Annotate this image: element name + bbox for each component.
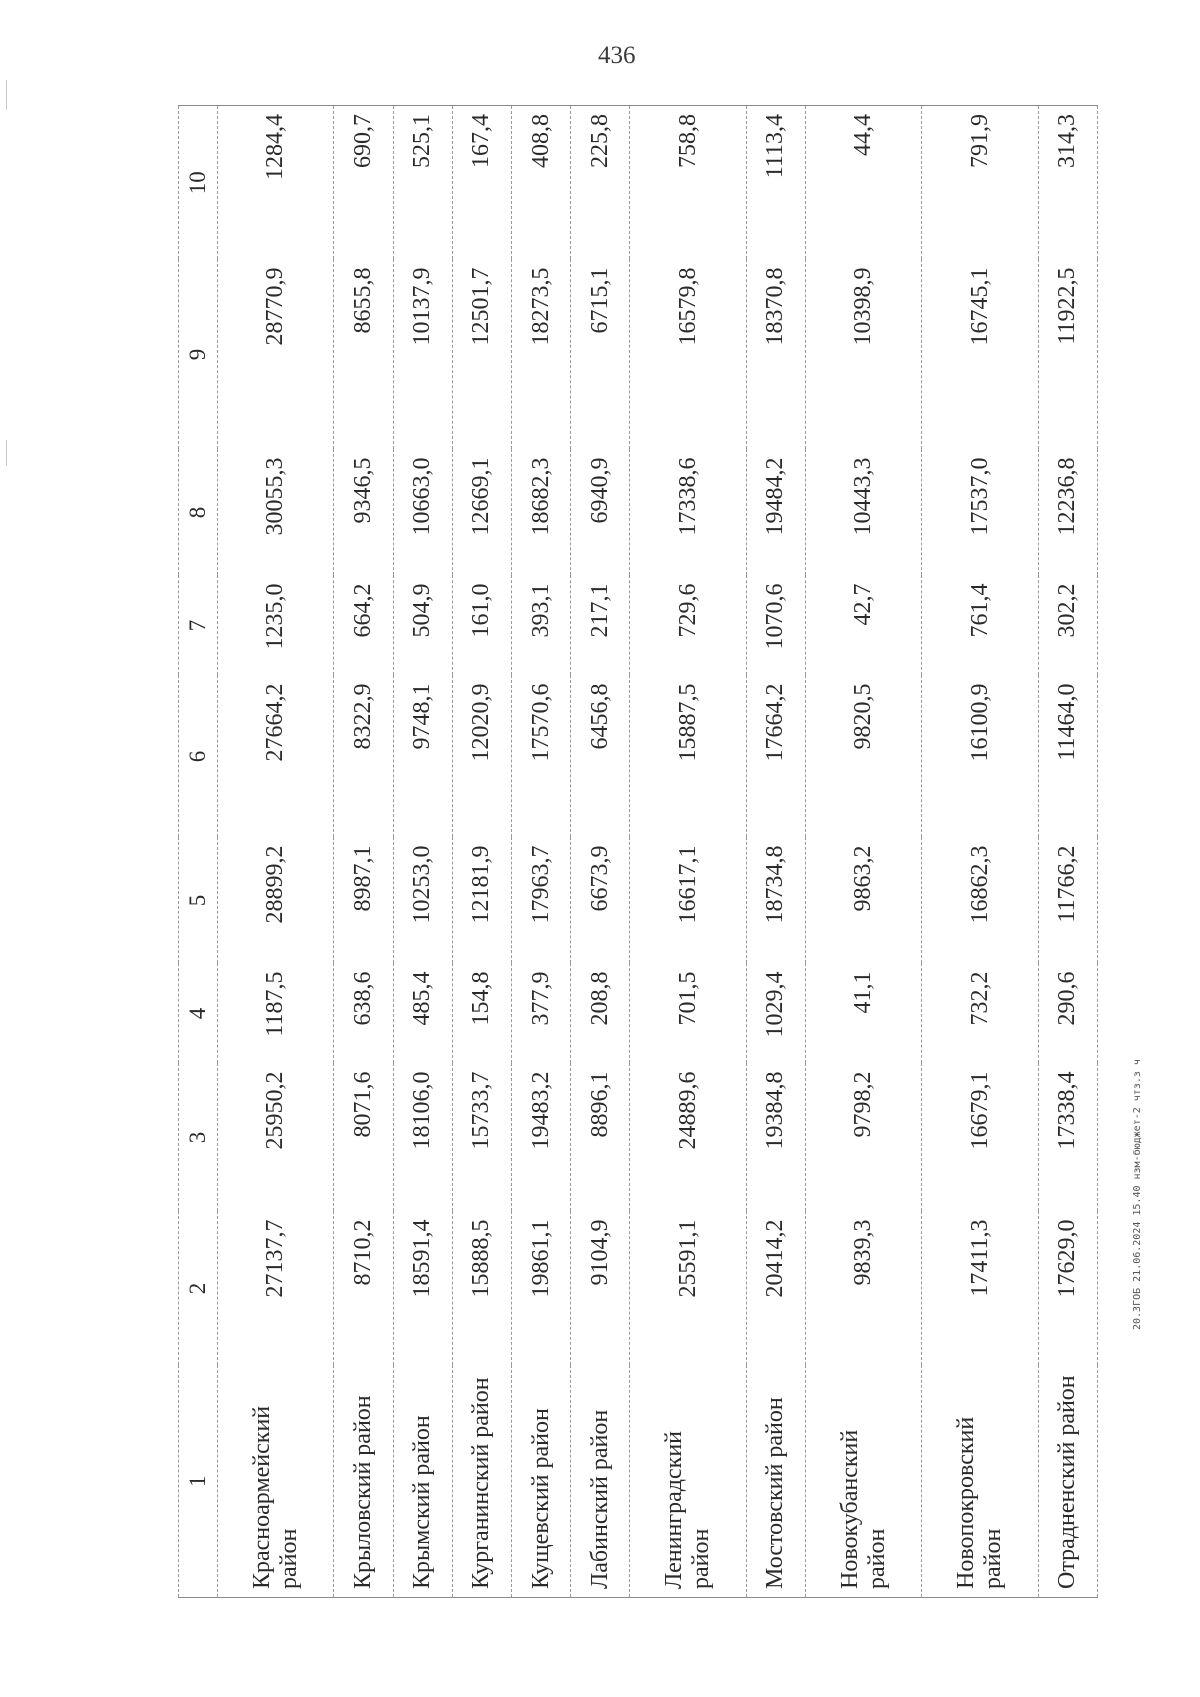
value-cell: 18106,0 — [393, 1064, 452, 1212]
value-cell: 17629,0 — [1038, 1212, 1097, 1366]
column-header: 8 — [179, 450, 218, 576]
value-cell: 25591,1 — [630, 1212, 746, 1366]
value-cell: 761,4 — [922, 576, 1038, 676]
column-header: 7 — [179, 576, 218, 676]
value-cell: 6940,9 — [571, 450, 630, 576]
value-cell: 314,3 — [1038, 106, 1097, 260]
value-cell: 10253,0 — [393, 838, 452, 964]
value-cell: 28770,9 — [218, 260, 334, 450]
value-cell: 485,4 — [393, 964, 452, 1064]
table-row — [512, 106, 571, 1598]
value-cell: 10443,3 — [806, 450, 922, 576]
value-cell: 217,1 — [571, 576, 630, 676]
value-cell: 9863,2 — [806, 838, 922, 964]
district-name-cell: Лабинский район — [571, 1366, 630, 1598]
district-name-cell: Ленинградский район — [630, 1366, 746, 1598]
table-row — [218, 106, 334, 1598]
value-cell: 408,8 — [512, 106, 571, 260]
value-cell: 17411,3 — [922, 1212, 1038, 1366]
column-header: 5 — [179, 838, 218, 964]
column-header: 6 — [179, 676, 218, 838]
value-cell: 30055,3 — [218, 450, 334, 576]
value-cell: 1113,4 — [746, 106, 805, 260]
value-cell: 18370,8 — [746, 260, 805, 450]
district-name-cell: Новокубанский район — [806, 1366, 922, 1598]
district-name-cell: Отрадненский район — [1038, 1366, 1097, 1598]
value-cell: 11464,0 — [1038, 676, 1097, 838]
value-cell: 525,1 — [393, 106, 452, 260]
footer-stamp: 20.3ГОБ 21.06.2024 15.40 нзм-бюджет-2 чтз.з ч — [1132, 1059, 1143, 1330]
district-name-cell: Красноармейский район — [218, 1366, 334, 1598]
table-row — [922, 106, 1038, 1598]
value-cell: 1284,4 — [218, 106, 334, 260]
value-cell: 16745,1 — [922, 260, 1038, 450]
value-cell: 18682,3 — [512, 450, 571, 576]
value-cell: 27664,2 — [218, 676, 334, 838]
value-cell: 16579,8 — [630, 260, 746, 450]
table-row — [452, 106, 511, 1598]
value-cell: 16679,1 — [922, 1064, 1038, 1212]
district-name-cell: Кущевский район — [512, 1366, 571, 1598]
scan-edge-mark — [6, 440, 7, 466]
value-cell: 8987,1 — [334, 838, 393, 964]
value-cell: 1029,4 — [746, 964, 805, 1064]
page-number: 436 — [598, 42, 636, 69]
value-cell: 393,1 — [512, 576, 571, 676]
value-cell: 16100,9 — [922, 676, 1038, 838]
value-cell: 19483,2 — [512, 1064, 571, 1212]
value-cell: 20414,2 — [746, 1212, 805, 1366]
table-row — [1038, 106, 1097, 1598]
value-cell: 17570,6 — [512, 676, 571, 838]
table-row — [334, 106, 393, 1598]
table-row — [571, 106, 630, 1598]
value-cell: 664,2 — [334, 576, 393, 676]
value-cell: 6456,8 — [571, 676, 630, 838]
value-cell: 17963,7 — [512, 838, 571, 964]
table-row — [806, 106, 922, 1598]
value-cell: 729,6 — [630, 576, 746, 676]
column-header: 4 — [179, 964, 218, 1064]
value-cell: 10137,9 — [393, 260, 452, 450]
value-cell: 732,2 — [922, 964, 1038, 1064]
value-cell: 16862,3 — [922, 838, 1038, 964]
value-cell: 290,6 — [1038, 964, 1097, 1064]
value-cell: 24889,6 — [630, 1064, 746, 1212]
value-cell: 18734,8 — [746, 838, 805, 964]
column-header: 10 — [179, 106, 218, 260]
district-name-cell: Крымский район — [393, 1366, 452, 1598]
value-cell: 17338,4 — [1038, 1064, 1097, 1212]
value-cell: 8655,8 — [334, 260, 393, 450]
value-cell: 11922,5 — [1038, 260, 1097, 450]
value-cell: 17537,0 — [922, 450, 1038, 576]
value-cell: 1235,0 — [218, 576, 334, 676]
value-cell: 9748,1 — [393, 676, 452, 838]
table-row — [393, 106, 452, 1598]
value-cell: 302,2 — [1038, 576, 1097, 676]
value-cell: 18591,4 — [393, 1212, 452, 1366]
column-header: 1 — [179, 1366, 218, 1598]
value-cell: 10663,0 — [393, 450, 452, 576]
value-cell: 19484,2 — [746, 450, 805, 576]
value-cell: 15733,7 — [452, 1064, 511, 1212]
value-cell: 701,5 — [630, 964, 746, 1064]
value-cell: 9839,3 — [806, 1212, 922, 1366]
value-cell: 10398,9 — [806, 260, 922, 450]
table-row — [630, 106, 746, 1598]
value-cell: 19861,1 — [512, 1212, 571, 1366]
value-cell: 504,9 — [393, 576, 452, 676]
value-cell: 19384,8 — [746, 1064, 805, 1212]
value-cell: 18273,5 — [512, 260, 571, 450]
value-cell: 15887,5 — [630, 676, 746, 838]
column-header: 3 — [179, 1064, 218, 1212]
value-cell: 25950,2 — [218, 1064, 334, 1212]
value-cell: 9104,9 — [571, 1212, 630, 1366]
value-cell: 41,1 — [806, 964, 922, 1064]
value-cell: 8896,1 — [571, 1064, 630, 1212]
value-cell: 17338,6 — [630, 450, 746, 576]
district-name-cell: Курганинский район — [452, 1366, 511, 1598]
value-cell: 12669,1 — [452, 450, 511, 576]
value-cell: 225,8 — [571, 106, 630, 260]
scan-edge-mark — [6, 80, 7, 110]
value-cell: 758,8 — [630, 106, 746, 260]
value-cell: 6715,1 — [571, 260, 630, 450]
table-header-row — [179, 106, 218, 1598]
value-cell: 791,9 — [922, 106, 1038, 260]
value-cell: 6673,9 — [571, 838, 630, 964]
value-cell: 28899,2 — [218, 838, 334, 964]
budget-table — [178, 105, 1098, 1598]
column-header: 2 — [179, 1212, 218, 1366]
value-cell: 12181,9 — [452, 838, 511, 964]
column-header: 9 — [179, 260, 218, 450]
value-cell: 377,9 — [512, 964, 571, 1064]
value-cell: 154,8 — [452, 964, 511, 1064]
value-cell: 12236,8 — [1038, 450, 1097, 576]
rotated-table-container — [178, 106, 1098, 1598]
value-cell: 8322,9 — [334, 676, 393, 838]
value-cell: 12501,7 — [452, 260, 511, 450]
value-cell: 9346,5 — [334, 450, 393, 576]
value-cell: 8710,2 — [334, 1212, 393, 1366]
value-cell: 638,6 — [334, 964, 393, 1064]
value-cell: 42,7 — [806, 576, 922, 676]
value-cell: 16617,1 — [630, 838, 746, 964]
table-row — [746, 106, 805, 1598]
value-cell: 1070,6 — [746, 576, 805, 676]
district-name-cell: Новопокровский район — [922, 1366, 1038, 1598]
value-cell: 12020,9 — [452, 676, 511, 838]
value-cell: 690,7 — [334, 106, 393, 260]
value-cell: 27137,7 — [218, 1212, 334, 1366]
value-cell: 208,8 — [571, 964, 630, 1064]
value-cell: 1187,5 — [218, 964, 334, 1064]
district-name-cell: Мостовский район — [746, 1366, 805, 1598]
value-cell: 161,0 — [452, 576, 511, 676]
value-cell: 17664,2 — [746, 676, 805, 838]
value-cell: 167,4 — [452, 106, 511, 260]
value-cell: 15888,5 — [452, 1212, 511, 1366]
value-cell: 9798,2 — [806, 1064, 922, 1212]
value-cell: 9820,5 — [806, 676, 922, 838]
value-cell: 8071,6 — [334, 1064, 393, 1212]
district-name-cell: Крыловский район — [334, 1366, 393, 1598]
value-cell: 11766,2 — [1038, 838, 1097, 964]
value-cell: 44,4 — [806, 106, 922, 260]
